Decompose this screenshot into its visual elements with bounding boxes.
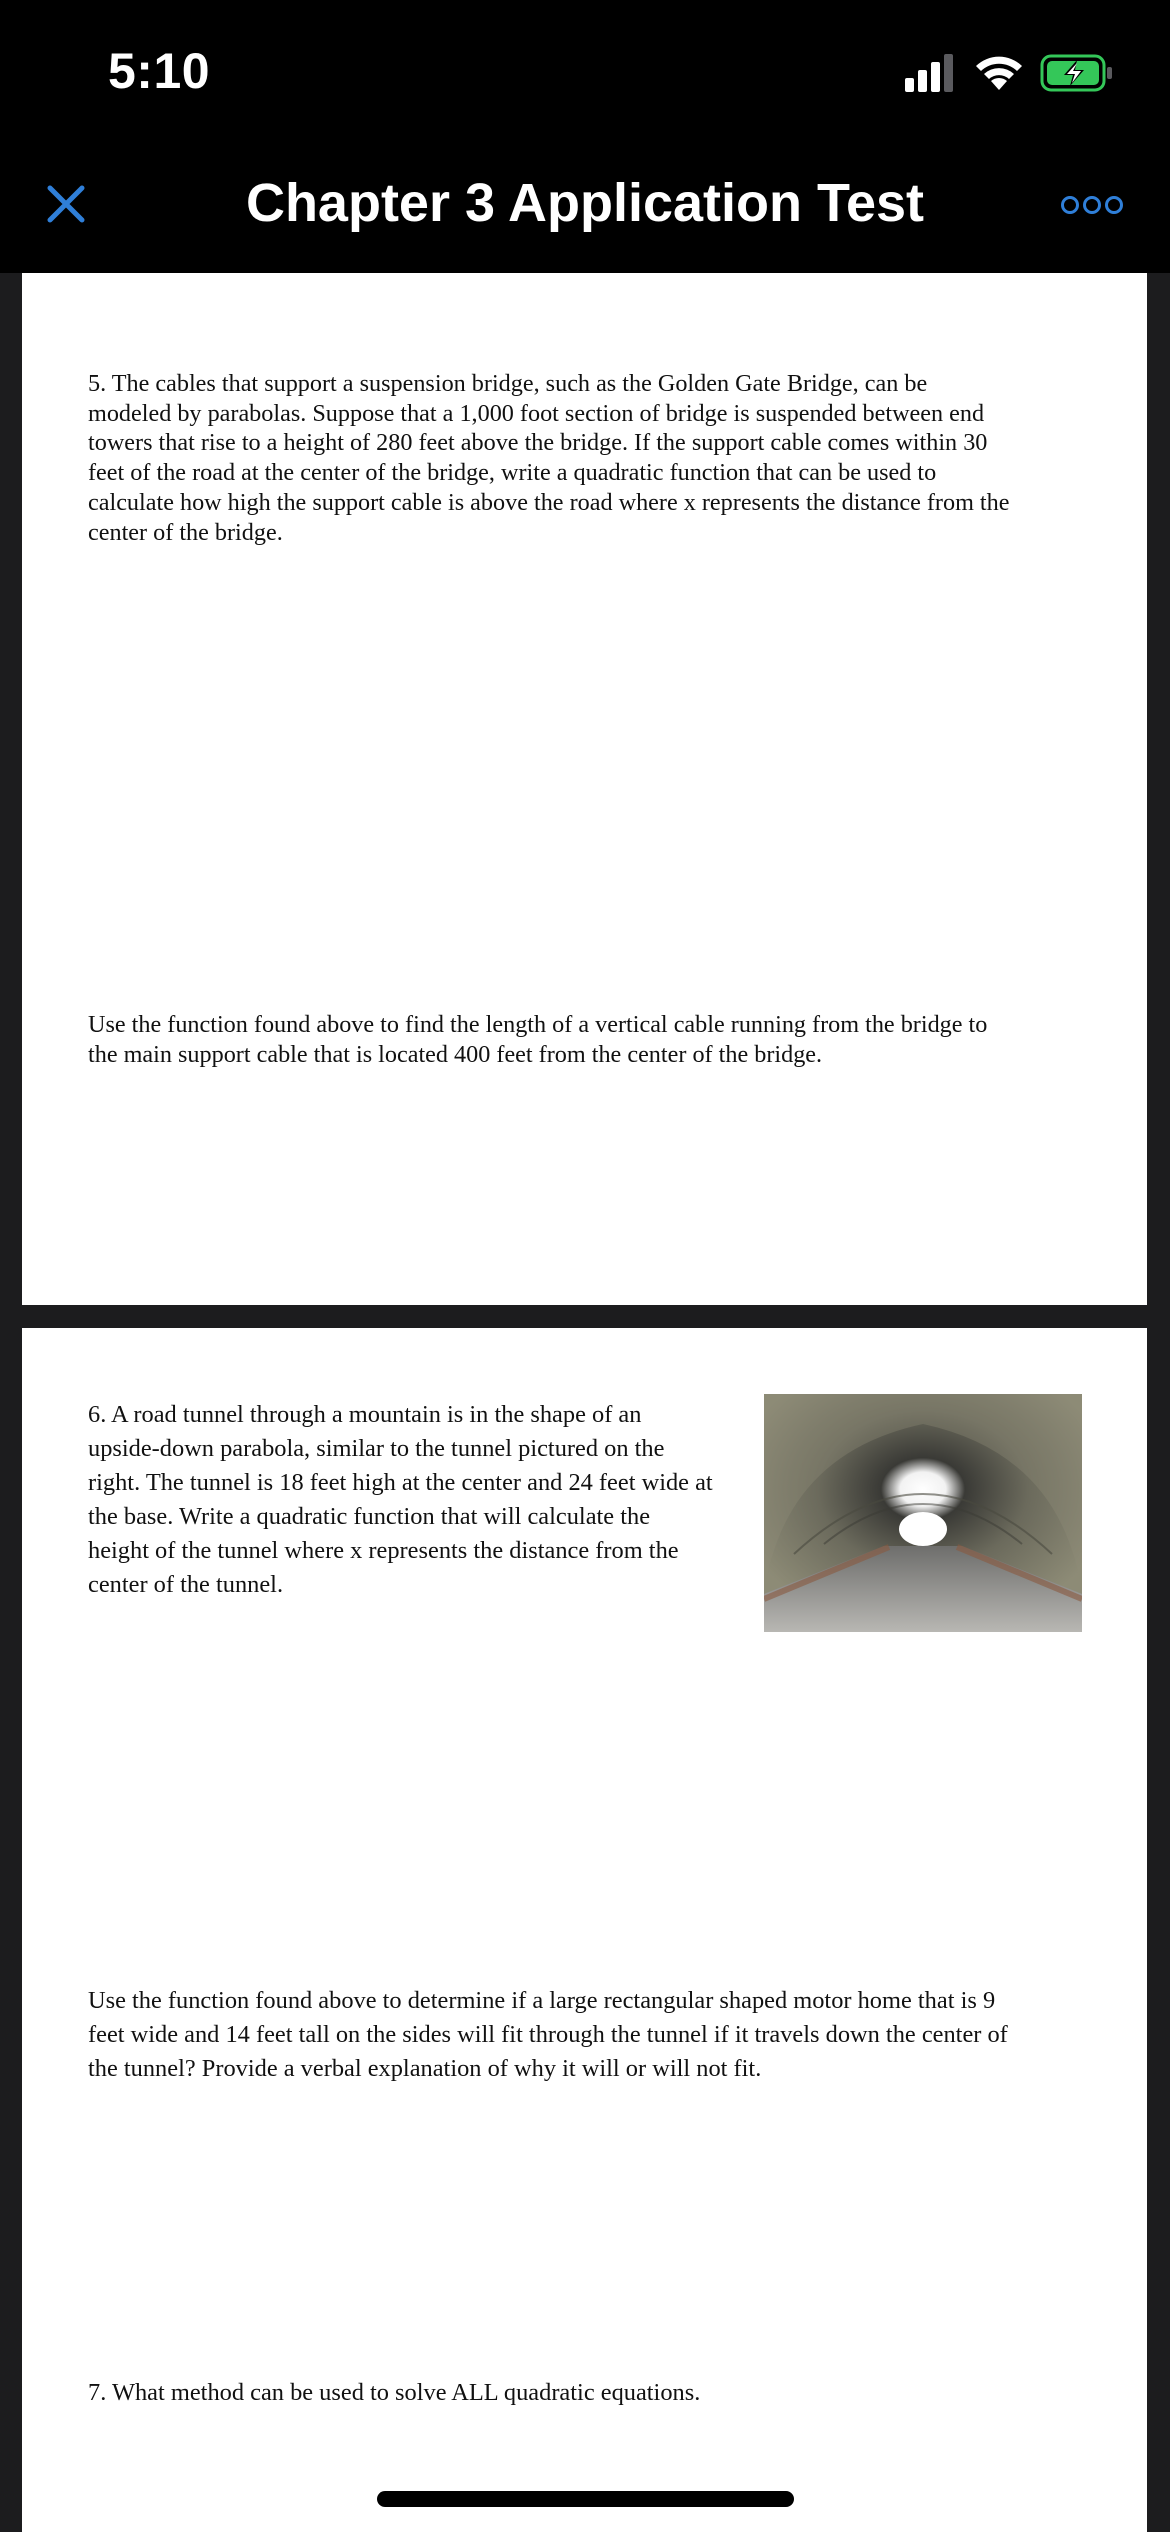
question-6-followup-text: Use the function found above to determine if a large rectangular shaped motor home that is 9 feet wide and 14 feet tall on the sides will fit through the tunnel if it travels down the center of the tunnel? Provide a verbal explanation of why it will or will not fit.: [88, 1987, 1008, 2082]
cellular-signal-icon: [905, 54, 953, 92]
more-options-icon[interactable]: [1060, 192, 1124, 218]
tunnel-photo: [764, 1394, 1082, 1632]
status-bar: [0, 0, 1170, 150]
close-icon[interactable]: [42, 180, 90, 228]
document-page-2[interactable]: [22, 1328, 1147, 2532]
nav-bar: [0, 150, 1170, 273]
question-6-text: 6. A road tunnel through a mountain is in the shape of an upside-down parabola, similar to the tunnel pictured on the right. The tunnel is 18 feet high at the center and 24 feet wide at the base. Write a quadratic function that will calculate the height of the tunnel where x represents the distance from the center of the tunnel.: [88, 1401, 713, 1598]
question-5-followup-text: Use the function found above to find the length of a vertical cable running from the bridge to the main support cable that is located 400 feet from the center of the bridge.: [88, 1011, 988, 1068]
question-7-text: 7. What method can be used to solve ALL quadratic equations.: [88, 2379, 701, 2406]
status-time: 5:10: [108, 43, 211, 99]
page-title: Chapter 3 Application Test: [245, 173, 925, 233]
document-page-1[interactable]: [22, 273, 1147, 1305]
home-indicator[interactable]: [377, 2491, 794, 2507]
battery-charging-icon: [1040, 54, 1114, 92]
question-5-text: 5. The cables that support a suspension bridge, such as the Golden Gate Bridge, can be modeled by parabolas. Suppose that a 1,000 foot section of bridge is suspended between end towers that rise to a height of 280 feet above the bridge. If the support cable comes within 30 feet of the road at the center of the bridge, write a quadratic function that can be used to calculate how high the support cable is above the road where x represents the distance from the center of the bridge.: [88, 370, 1010, 546]
wifi-icon: [973, 50, 1025, 92]
